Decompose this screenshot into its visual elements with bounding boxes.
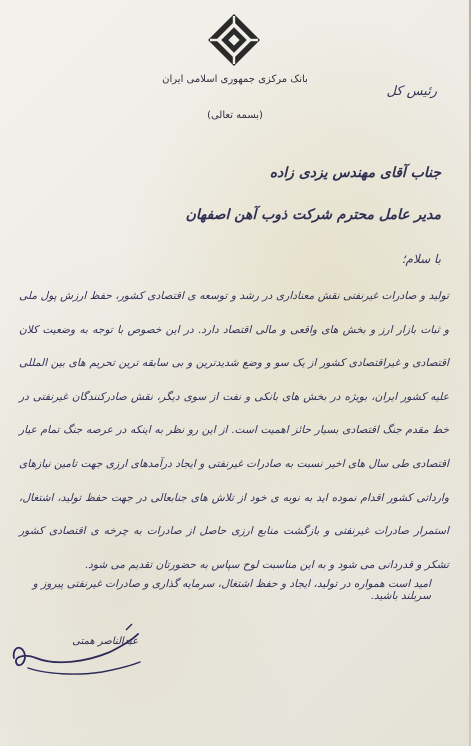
- sender-title: رئیس کل: [386, 84, 437, 99]
- letter-body: تولید و صادرات غیرنفتی نقش معناداری در رشد و توسعه ی اقتصادی کشور، حفظ ارزش پول ملی و ثبات بازار ارز و بخش های واقعی و مالی اقتصاد دارد. در این خصوص با توجه به وضعیت کلان اقتصادی و غیراقتصادی کشور از یک سو و وضع شدیدترین و بی سابقه ترین تحریم های بین المللی علیه کشور ایران، بویژه در بخش های بانکی و نفت از سوی دیگر، نقش صادرکنندگان غیرنفتی در خط مقدم جنگ اقتصادی بسیار حائز اهمیت است. از این رو نظر به اینکه در عرصه جنگ تمام عیار اقتصادی طی سال های اخیر نسبت به صادرات غیرنفتی و ایجاد درآمدهای ارزی جهت تامین نیازهای وارداتی کشور اقدام نموده اید به نوبه ی خود از تلاش های جنابعالی در جهت حفظ تولید، اشتغال، استمرار صادرات غیرنفتی و بازگشت منابع ارزی حاصل از صادرات به چرخه ی اقتصادی کشور تشکر و قدردانی می شود و به این مناسبت لوح سپاس به حضورتان تقدیم می شود.: [19, 290, 449, 571]
- bank-name: بانک مرکزی جمهوری اسلامی ایران: [162, 74, 308, 85]
- invocation-text: (بسمه تعالی): [207, 110, 263, 121]
- bank-emblem-icon: [206, 12, 262, 68]
- addressee-position: مدیر عامل محترم شرکت ذوب آهن اصفهان: [185, 207, 441, 223]
- addressee-name: جناب آقای مهندس یزدی زاده: [269, 165, 441, 181]
- signer-name: عبدالناصر همتی: [72, 636, 138, 647]
- closing-sentence: امید است همواره در تولید، ایجاد و حفظ اشتغال، سرمایه گذاری و صادرات غیرنفتی پیروز و سربلند باشید.: [32, 578, 431, 602]
- greeting: با سلام؛: [401, 252, 441, 266]
- handwritten-signature: [6, 618, 146, 688]
